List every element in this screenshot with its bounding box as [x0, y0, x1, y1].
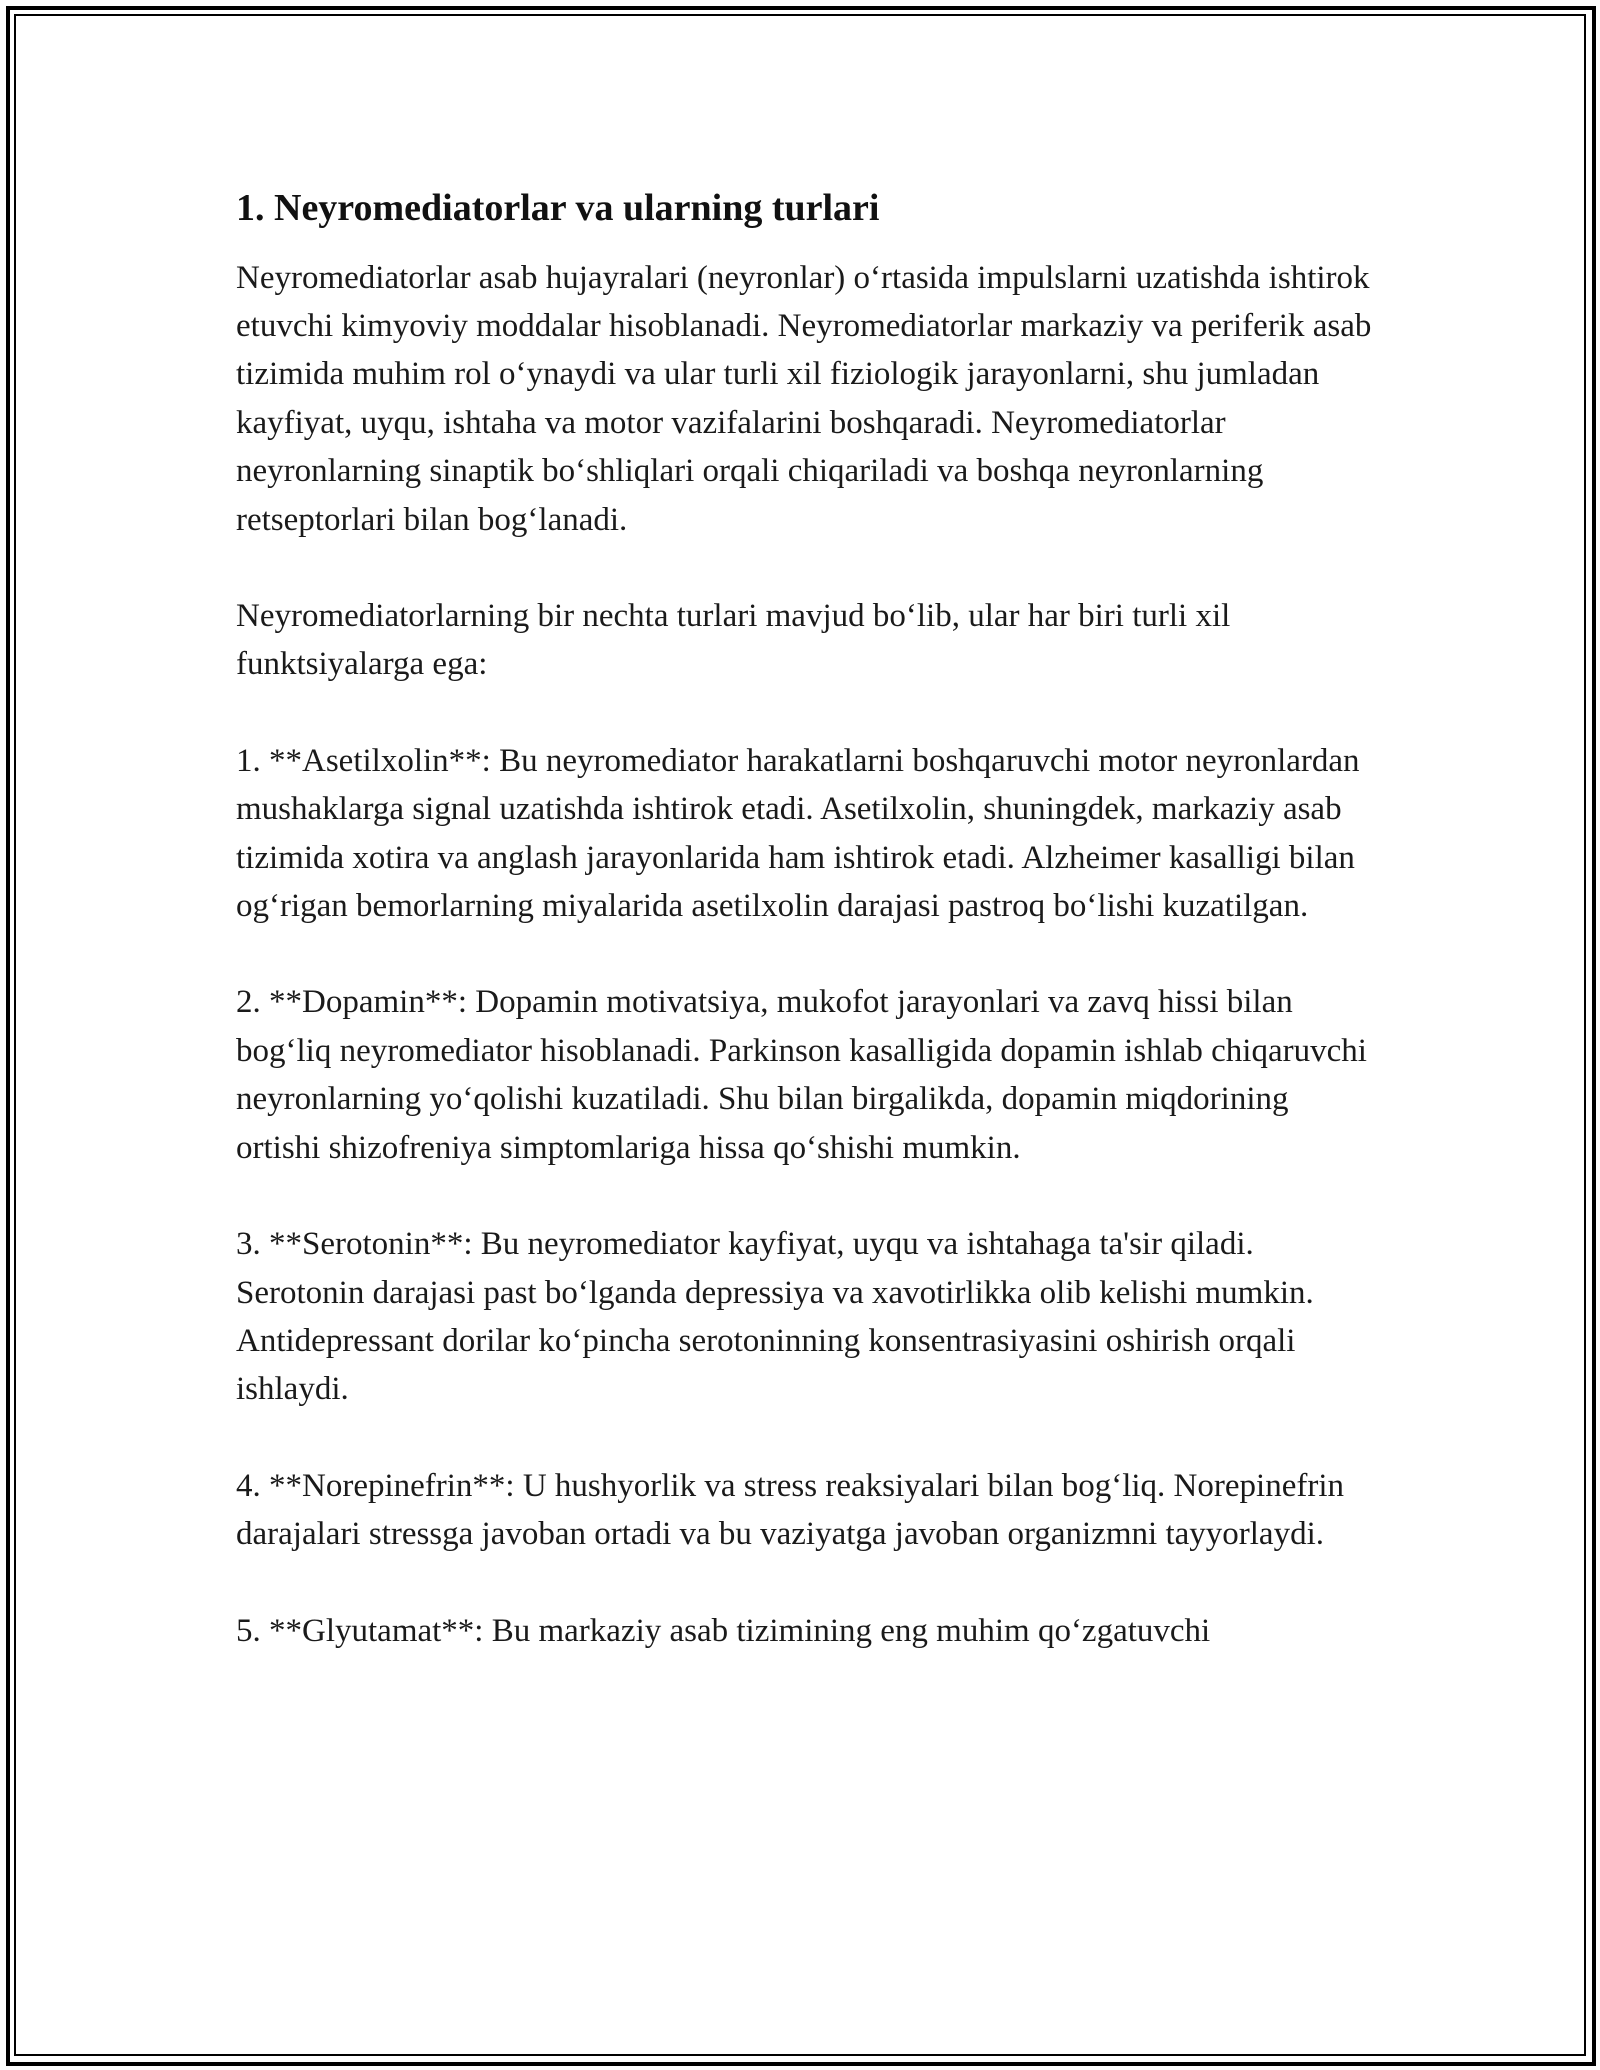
section-heading: 1. Neyromediatorlar va ularning turlari	[236, 187, 880, 229]
document-body	[236, 186, 1376, 1703]
types-intro-paragraph: Neyromediatorlarning bir nechta turlari mavjud bo‘lib, ular har biri turli xil funktsiyalarga ega:	[236, 598, 1231, 683]
list-item-serotonin: 3. **Serotonin**: Bu neyromediator kayfiyat, uyqu va ishtahaga ta'sir qiladi. Serotonin darajasi past bo‘lganda depressiya va xavotirlikka olib kelishi mumkin. Antidepressant dorilar ko‘pincha serotoninning konsentrasiyasini oshirish orqali ishlaydi.	[236, 1226, 1314, 1408]
list-item-glutamate: 5. **Glyutamat**: Bu markaziy asab tizimining eng muhim qo‘zgatuvchi	[236, 1612, 1211, 1649]
list-item-norepinephrine: 4. **Norepinefrin**: U hushyorlik va stress reaksiyalari bilan bog‘liq. Norepinefrin darajalari stressga javoban ortadi va bu vaziyatga javoban organizmni tayyorlaydi.	[236, 1467, 1344, 1553]
list-item-dopamine: 2. **Dopamin**: Dopamin motivatsiya, mukofot jarayonlari va zavq hissi bilan bog‘liq neyromediator hisoblanadi. Parkinson kasalligida dopamin ishlab chiqaruvchi neyronlarning yo‘qolishi kuzatiladi. Shu bilan birgalikda, dopamin miqdorining ortishi shizofreniya simptomlariga hissa qo‘shishi mumkin.	[236, 984, 1367, 1166]
intro-paragraph: Neyromediatorlar asab hujayralari (neyronlar) o‘rtasida impulslarni uzatishda ishtirok etuvchi kimyoviy moddalar hisoblanadi. Neyromediatorlar markaziy va periferik asab tizimida muhim rol o‘ynaydi va ular turli xil fiziologik jarayonlarni, shu jumladan kayfiyat, uyqu, ishtaha va motor vazifalarini boshqaradi. Neyromediatorlar neyronlarning sinaptik bo‘shliqlari orqali chiqariladi va boshqa neyronlarning retseptorlari bilan bog‘lanadi.	[236, 259, 1372, 538]
list-item-acetylcholine: 1. **Asetilxolin**: Bu neyromediator harakatlarni boshqaruvchi motor neyronlardan mushaklarga signal uzatishda ishtirok etadi. Asetilxolin, shuningdek, markaziy asab tizimida xotira va anglash jarayonlarida ham ishtirok etadi. Alzheimer kasalligi bilan og‘rigan bemorlarning miyalarida asetilxolin darajasi pastroq bo‘lishi kuzatilgan.	[236, 742, 1360, 925]
